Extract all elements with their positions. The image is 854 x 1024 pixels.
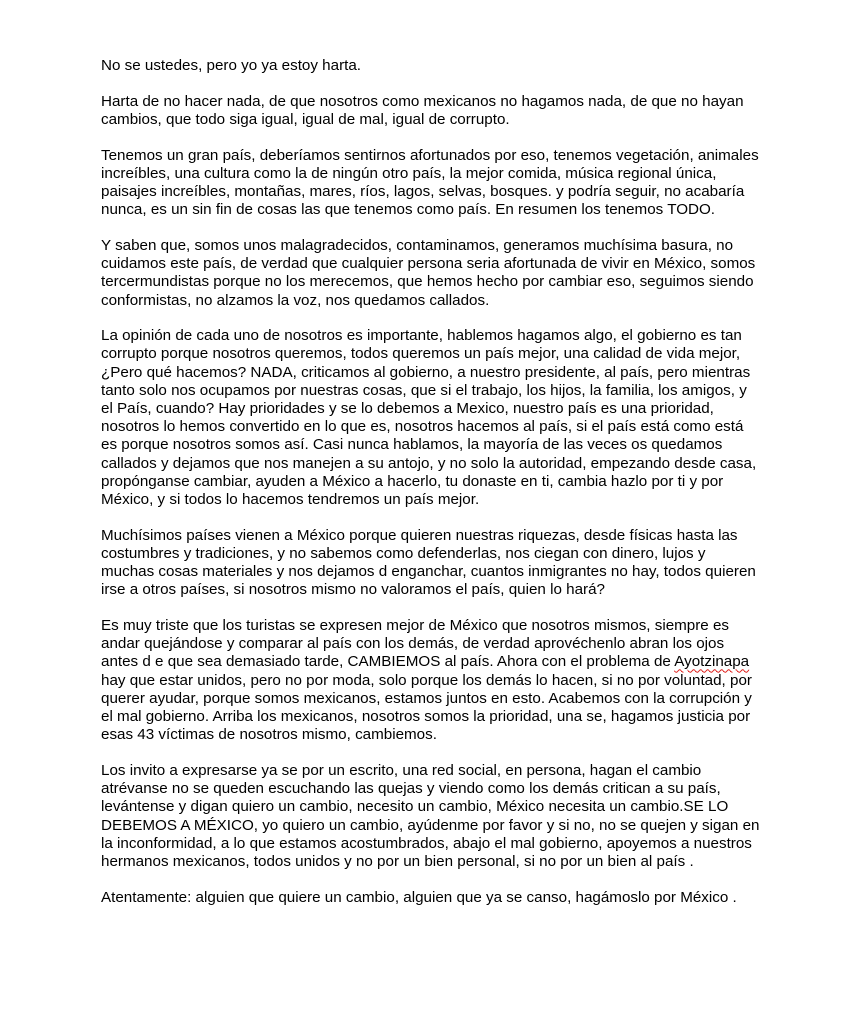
letter-body bbox=[101, 57, 761, 924]
paragraph-7-end: hay que estar unidos, pero no por moda, solo porque los demás lo hacen, si no por voluntad, por querer ayudar, porque somos mexicanos, estamos juntos en esto. Acabemos con la corrupción y el mal gobierno. Arriba los mexicanos, nosotros somos la prioridad, una se, hagamos justicia por esas 43 víctimas de nosotros mismo, cambiemos. bbox=[101, 671, 752, 744]
paragraph-6: Muchísimos países vienen a México porque quieren nuestras riquezas, desde físicas hasta las costumbres y tradiciones, y no sabemos como defenderlas, nos ciegan con dinero, lujos y muchas cosas materiales y nos dejamos d enganchar, cuantos inmigrantes no hay, todos quieren irse a otros países, si nosotros mismo no valoramos el país, quien lo hará? bbox=[101, 526, 756, 599]
paragraph-3: Tenemos un gran país, deberíamos sentirnos afortunados por eso, tenemos vegetación, animales increíbles, una cultura como la de ningún otro país, la mejor comida, música regional única, paisajes increíbles, montañas, mares, ríos, lagos, selvas, bosques. y podría seguir, no acabaría nunca, es un sin fin de cosas las que tenemos como país. En resumen los tenemos TODO. bbox=[101, 146, 759, 219]
paragraph-2: Harta de no hacer nada, de que nosotros como mexicanos no hagamos nada, de que no hayan cambios, que todo siga igual, igual de mal, igual de corrupto. bbox=[101, 92, 744, 128]
spellcheck-flagged-word[interactable]: Ayotzinapa bbox=[674, 653, 750, 671]
paragraph-7-start: Es muy triste que los turistas se expresen mejor de México que nosotros mismos, siempre es andar quejándose y comparar al país con los demás, de verdad aprovéchenlo abran los ojos antes d e que sea demasiado tarde, CAMBIEMOS al país. Ahora con el problema de bbox=[101, 617, 729, 671]
paragraph-8: Los invito a expresarse ya se por un escrito, una red social, en persona, hagan el cambio atrévanse no se queden escuchando las quejas y viendo como los demás critican a su país, levántense y digan quiero un cambio, necesito un cambio, México necesita un cambio.SE LO DEBEMOS A MÉXICO, yo quiero un cambio, ayúdenme por favor y si no, no se quejen y sigan en la inconformidad, a lo que estamos acostumbrados, abajo el mal gobierno, apoyemos a nuestros hermanos mexicanos, todos unidos y no por un bien personal, si no por un bien al país . bbox=[101, 762, 760, 871]
closing-line: Atentamente: alguien que quiere un cambio, alguien que ya se canso, hagámoslo por México . bbox=[101, 888, 737, 906]
paragraph-1: No se ustedes, pero yo ya estoy harta. bbox=[101, 57, 362, 74]
paragraph-5: La opinión de cada uno de nosotros es importante, hablemos hagamos algo, el gobierno es tan corrupto porque nosotros queremos, todos queremos un país mejor, una calidad de vida mejor, ¿Pero qué hacemos? NADA, criticamos al gobierno, a nuestro presidente, al país, pero mientras tanto solo nos ocupamos por nuestras cosas, que si el trabajo, los hijos, la familia, los amigos, y el País, cuando? Hay prioridades y se lo debemos a Mexico, nuestro país es una prioridad, nosotros lo hemos convertido en lo que es, nosotros hacemos al país, si el país está como está es porque nosotros somos así. Casi nunca hablamos, la mayoría de las veces os quedamos callados y dejamos que nos manejen a su antojo, y no solo la autoridad, empezando desde casa, propónganse cambiar, ayuden a México a hacerlo, tu donaste en ti, cambia hazlo por ti y por México, y si todos lo hacemos tendremos un país mejor. bbox=[101, 327, 757, 509]
paragraph-7 bbox=[101, 617, 761, 744]
paragraph-4: Y saben que, somos unos malagradecidos, contaminamos, generamos muchísima basura, no cuidamos este país, de verdad que cualquier persona seria afortunada de vivir en México, somos tercermundistas porque no los merecemos, que hemos hecho por cambiar eso, seguimos siendo conformistas, no alzamos la voz, nos quedamos callados. bbox=[101, 236, 756, 309]
